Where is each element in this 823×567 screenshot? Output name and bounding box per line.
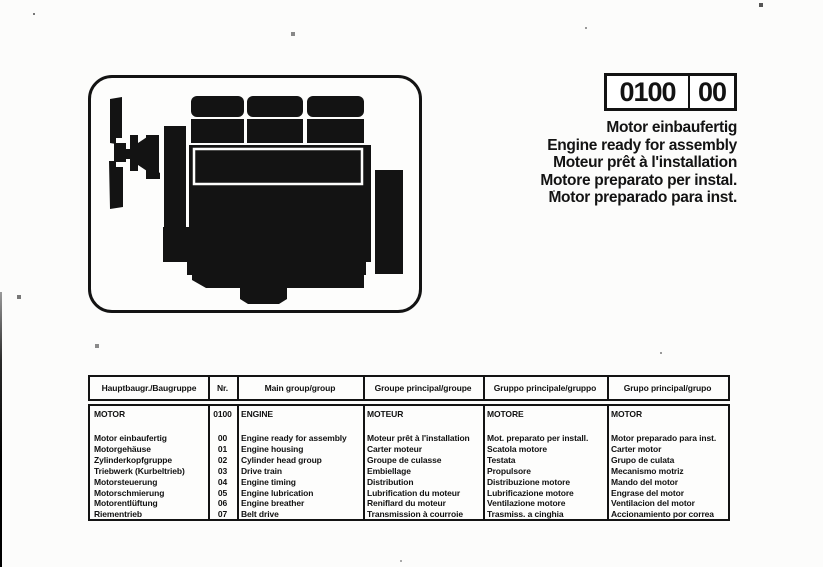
header-divider bbox=[607, 377, 609, 399]
cell-en: Belt drive bbox=[241, 509, 279, 520]
cell-fr: Distribution bbox=[367, 476, 414, 487]
column-divider bbox=[607, 406, 609, 519]
cell-fr: Embiellage bbox=[367, 465, 411, 476]
cell-es: Ventilacion del motor bbox=[611, 498, 695, 509]
cell-fr: Transmission à courroie bbox=[367, 509, 463, 520]
scan-noise-specks bbox=[33, 13, 35, 15]
cell-nr: 02 bbox=[217, 454, 228, 465]
table-row bbox=[90, 444, 728, 455]
cell-en: Engine breather bbox=[241, 498, 305, 509]
cell-nr: 07 bbox=[217, 509, 228, 520]
title-en: Engine ready for assembly bbox=[547, 136, 737, 154]
scan-edge-strip bbox=[0, 292, 2, 567]
column-divider bbox=[483, 406, 485, 519]
cell-de: Triebwerk (Kurbeltrieb) bbox=[94, 465, 185, 476]
title-it: Motore preparato per instal. bbox=[540, 171, 737, 189]
header-divider bbox=[483, 377, 485, 399]
header-divider bbox=[208, 377, 210, 399]
cell-nr: 00 bbox=[217, 433, 228, 443]
table-row bbox=[90, 477, 728, 488]
table-row bbox=[90, 498, 728, 509]
column-divider bbox=[208, 406, 210, 519]
cell-de: Zylinderkopfgruppe bbox=[94, 454, 173, 465]
title-fr: Moteur prêt à l'installation bbox=[553, 154, 737, 172]
cell-it: Propulsore bbox=[487, 465, 531, 476]
sub-code: 00 bbox=[688, 76, 734, 108]
group-code-box bbox=[604, 73, 737, 111]
cell-en: Cylinder head group bbox=[241, 454, 322, 465]
header-nr: Nr. bbox=[216, 383, 229, 393]
header-hauptbaugruppe: Hauptbaugr./Baugruppe bbox=[101, 383, 197, 393]
cell-en: Engine timing bbox=[241, 476, 296, 487]
table-row bbox=[90, 466, 728, 477]
cell-it: Lubrificazione motore bbox=[487, 487, 574, 498]
cell-en: Engine lubrication bbox=[241, 487, 314, 498]
cell-nr: 03 bbox=[217, 465, 228, 476]
table-row bbox=[90, 433, 728, 444]
cell-de: Motor einbaufertig bbox=[94, 433, 167, 443]
header-main-group: Main group/group bbox=[264, 383, 336, 393]
cell-fr: Lubrification du moteur bbox=[367, 487, 461, 498]
header-divider bbox=[237, 377, 239, 399]
header-grupo-principal: Grupo principal/grupo bbox=[623, 383, 712, 393]
header-gruppo-principale: Gruppo principale/gruppo bbox=[493, 383, 597, 393]
table-row bbox=[90, 509, 728, 520]
header-groupe-principal: Groupe principal/groupe bbox=[374, 383, 472, 393]
cell-de: Motorsteuerung bbox=[94, 476, 158, 487]
group-cell-de: MOTOR bbox=[94, 409, 125, 419]
table-row bbox=[90, 455, 728, 466]
title-block bbox=[417, 119, 737, 207]
spacer-row bbox=[90, 420, 728, 433]
cell-fr: Moteur prêt à l'installation bbox=[367, 433, 470, 443]
cell-es: Mando del motor bbox=[611, 476, 678, 487]
engine-figure-frame bbox=[88, 75, 422, 313]
group-cell-fr: MOTEUR bbox=[367, 409, 404, 419]
group-cell-es: MOTOR bbox=[611, 409, 642, 419]
cell-es: Accionamiento por correa bbox=[611, 509, 714, 520]
group-cell-en: ENGINE bbox=[241, 409, 273, 419]
cell-de: Motorschmierung bbox=[94, 487, 165, 498]
cell-it: Distribuzione motore bbox=[487, 476, 571, 487]
column-divider bbox=[363, 406, 365, 519]
group-cell-nr: 0100 bbox=[213, 409, 232, 419]
table-header bbox=[88, 375, 730, 401]
cell-fr: Reniflard du moteur bbox=[367, 498, 446, 509]
cell-nr: 01 bbox=[217, 443, 228, 454]
cell-es: Grupo de culata bbox=[611, 454, 675, 465]
table-body bbox=[88, 404, 730, 521]
cell-nr: 04 bbox=[217, 476, 228, 487]
cell-nr: 05 bbox=[217, 487, 228, 498]
cell-en: Engine housing bbox=[241, 443, 304, 454]
cell-it: Mot. preparato per install. bbox=[487, 433, 589, 443]
cell-es: Mecanismo motriz bbox=[611, 465, 684, 476]
cell-fr: Groupe de culasse bbox=[367, 454, 442, 465]
cell-es: Engrase del motor bbox=[611, 487, 684, 498]
title-es: Motor preparado para inst. bbox=[548, 189, 737, 207]
cell-fr: Carter moteur bbox=[367, 443, 422, 454]
cell-nr: 06 bbox=[217, 498, 228, 509]
cell-de: Motorentlüftung bbox=[94, 498, 158, 509]
cell-de: Riementrieb bbox=[94, 509, 143, 520]
column-divider bbox=[237, 406, 239, 519]
table-row bbox=[90, 488, 728, 499]
cell-it: Scatola motore bbox=[487, 443, 548, 454]
group-row bbox=[90, 406, 728, 420]
group-cell-it: MOTORE bbox=[487, 409, 524, 419]
cell-it: Testata bbox=[487, 454, 516, 465]
cell-en: Drive train bbox=[241, 465, 282, 476]
cell-it: Trasmiss. a cinghia bbox=[487, 509, 564, 520]
engine-icon bbox=[91, 78, 419, 310]
group-code: 0100 bbox=[619, 76, 676, 107]
cell-de: Motorgehäuse bbox=[94, 443, 151, 454]
cell-it: Ventilazione motore bbox=[487, 498, 566, 509]
cell-en: Engine ready for assembly bbox=[241, 433, 347, 443]
cell-es: Carter motor bbox=[611, 443, 662, 454]
header-divider bbox=[363, 377, 365, 399]
cell-es: Motor preparado para inst. bbox=[611, 433, 717, 443]
title-de: Motor einbaufertig bbox=[606, 119, 737, 136]
